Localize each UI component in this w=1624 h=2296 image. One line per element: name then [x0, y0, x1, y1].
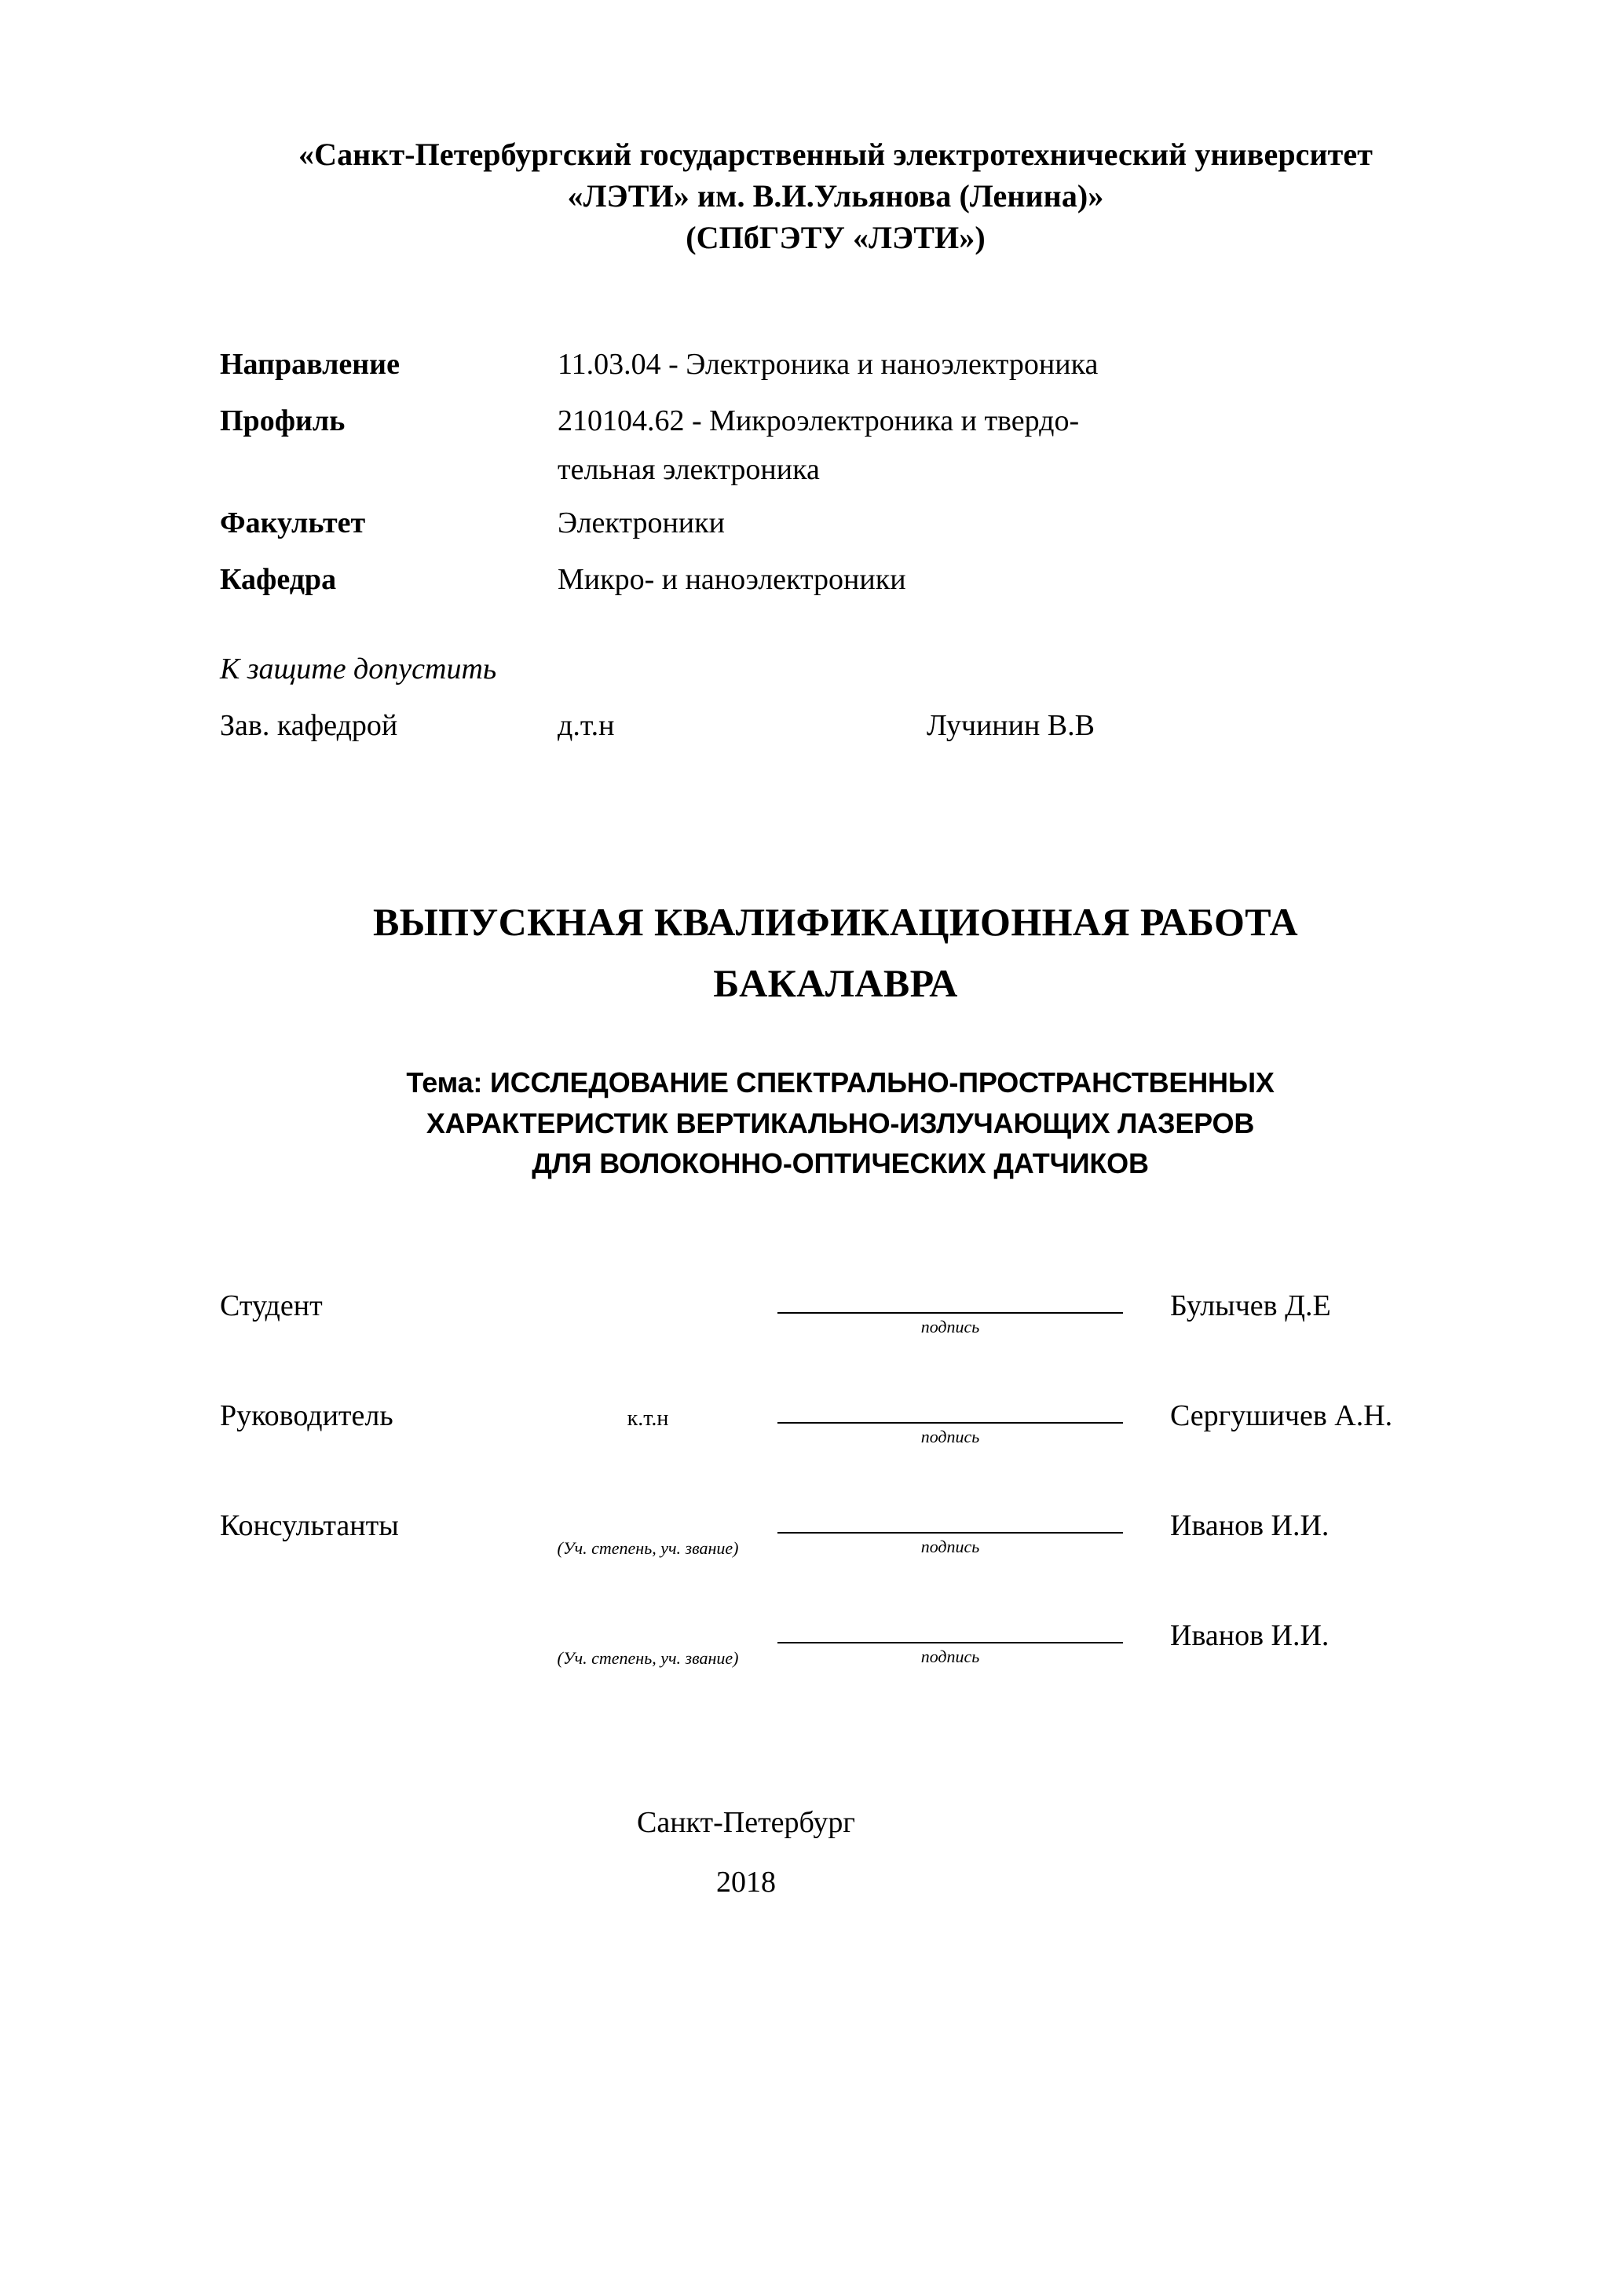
signature-role-consultants: Консультанты [220, 1508, 399, 1542]
signature-line-supervisor[interactable] [777, 1395, 1123, 1424]
university-header [239, 133, 1432, 259]
signature-field-supervisor[interactable] [777, 1395, 1123, 1447]
theme-line-1: ИССЛЕДОВАНИЕ СПЕКТРАЛЬНО-ПРОСТРАНСТВЕННЫХ [490, 1066, 1275, 1099]
approval-title: К защите допустить [220, 653, 497, 686]
signature-row-supervisor [220, 1395, 1461, 1471]
theme-label: Тема: [406, 1066, 483, 1099]
field-profile [220, 400, 1461, 491]
approval-role: Зав. кафедрой [220, 709, 398, 743]
work-type-title [220, 892, 1451, 1014]
signature-line-consultant-2[interactable] [777, 1615, 1123, 1643]
signature-name-consultant-2: Иванов И.И. [1170, 1618, 1330, 1652]
field-direction-value: 11.03.04 - Электроника и наноэлектроника [558, 347, 1099, 381]
signature-role-student: Студент [220, 1289, 323, 1322]
approval-degree: д.т.н [558, 709, 615, 743]
field-direction [220, 344, 1461, 388]
signature-row-consultant-2 [220, 1615, 1461, 1691]
signature-role-consultant-2 [220, 1615, 518, 1618]
field-department-label: Кафедра [220, 563, 337, 597]
thesis-theme [220, 1062, 1461, 1183]
signature-caption-supervisor: подпись [920, 1426, 980, 1446]
work-type-line-1: ВЫПУСКНАЯ КВАЛИФИКАЦИОННАЯ РАБОТА [372, 900, 1299, 945]
signature-name-consultant-1: Иванов И.И. [1170, 1508, 1330, 1542]
signature-degree-supervisor-value: к.т.н [627, 1406, 669, 1431]
approval-name: Лучинин В.В [927, 709, 1095, 743]
field-faculty-value: Электроники [558, 506, 725, 540]
field-department-value: Микро- и наноэлектроники [558, 563, 906, 597]
theme-line-3: ДЛЯ ВОЛОКОННО-ОПТИЧЕСКИХ ДАТЧИКОВ [532, 1146, 1149, 1179]
signature-row-student [220, 1285, 1461, 1361]
signature-row-consultant-1 [220, 1505, 1461, 1581]
signatures-block [220, 1285, 1461, 1691]
signature-field-consultant-1[interactable] [777, 1505, 1123, 1557]
signature-degree-student [518, 1285, 777, 1296]
metadata-block [220, 344, 1461, 604]
field-profile-value-line-1: 210104.62 - Микроэлектроника и твердо- [558, 404, 1080, 437]
field-faculty-label: Факультет [220, 506, 366, 540]
field-profile-label: Профиль [220, 404, 346, 437]
signature-caption-student: подпись [920, 1316, 980, 1336]
signature-degree-supervisor [518, 1395, 777, 1431]
field-direction-label: Направление [220, 347, 400, 381]
field-department [220, 559, 1461, 603]
signature-caption-consultant-2: подпись [920, 1646, 980, 1666]
city: Санкт-Петербург [636, 1805, 856, 1839]
university-name-line-1: «Санкт-Петербургский государственный электротехнический университет [298, 137, 1373, 172]
signature-degree-consultant-2 [518, 1615, 777, 1669]
year: 2018 [716, 1866, 776, 1899]
field-faculty [220, 503, 1461, 547]
signature-field-consultant-2[interactable] [777, 1615, 1123, 1667]
field-profile-value [558, 400, 1461, 491]
signature-degree-consultant-1 [518, 1505, 777, 1559]
signature-name-supervisor: Сергушичев А.Н. [1170, 1398, 1393, 1432]
signature-role-supervisor: Руководитель [220, 1398, 393, 1432]
approval-row [220, 708, 1461, 743]
signature-line-student[interactable] [777, 1285, 1123, 1314]
signature-field-student[interactable] [777, 1285, 1123, 1337]
document-footer [220, 1797, 1272, 1908]
theme-first-line [220, 1062, 1461, 1102]
approval-block [220, 652, 1461, 743]
university-abbreviation: (СПбГЭТУ «ЛЭТИ») [686, 220, 986, 256]
signature-degree-hint-1: (Уч. степень, уч. звание) [557, 1537, 739, 1558]
signature-name-student: Булычев Д.Е [1170, 1289, 1331, 1322]
work-type-line-2: БАКАЛАВРА [713, 960, 958, 1005]
signature-degree-hint-2: (Уч. степень, уч. звание) [557, 1647, 739, 1668]
signature-line-consultant-1[interactable] [777, 1505, 1123, 1534]
theme-line-2: ХАРАКТЕРИСТИК ВЕРТИКАЛЬНО-ИЗЛУЧАЮЩИХ ЛАЗЕРОВ [426, 1106, 1255, 1139]
field-profile-value-line-2: тельная электроника [558, 453, 820, 486]
university-name-line-2: «ЛЭТИ» им. В.И.Ульянова (Ленина)» [567, 178, 1104, 214]
signature-caption-consultant-1: подпись [920, 1536, 980, 1556]
